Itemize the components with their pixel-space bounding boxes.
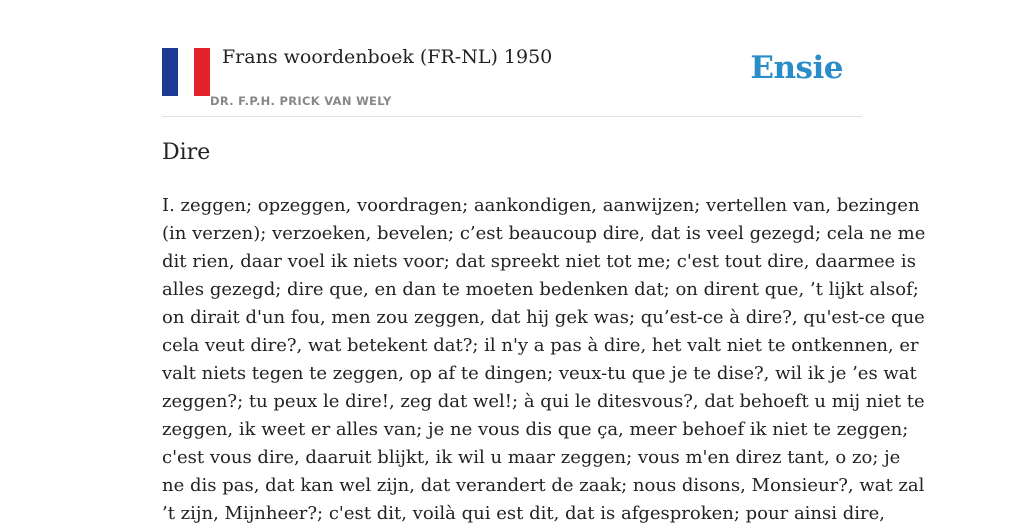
entry-definition	[162, 192, 926, 528]
definition-line: ne dis pas, dat kan wel zijn, dat verandert de zaak; nous disons, Monsieur?, wat zal	[162, 475, 925, 496]
definition-line: c'est vous dire, daaruit blijkt, ik wil u maar zeggen; vous m'en direz tant, o zo; je	[162, 447, 901, 468]
definition-line: on dirait d'un fou, men zou zeggen, dat hij gek was; qu’est-ce à dire?, qu'est-ce que	[162, 307, 925, 328]
french-flag-icon	[162, 48, 210, 96]
ensie-logo[interactable]: Ensie	[750, 50, 843, 86]
definition-line: cela veut dire?, wat betekent dat?; il n'y a pas à dire, het valt niet te ontkennen, er	[162, 335, 919, 356]
dictionary-author[interactable]: DR. F.P.H. PRICK VAN WELY	[210, 94, 392, 108]
definition-line: zeggen, ik weet er alles van; je ne vous dis que ça, meer behoef ik niet te zeggen;	[162, 419, 909, 440]
definition-line: zeggen?; tu peux le dire!, zeg dat wel!; à qui le ditesvous?, dat behoeft u mij niet te	[162, 391, 925, 412]
entry-headword: Dire	[162, 140, 211, 165]
definition-line: alles gezegd; dire que, en dan te moeten bedenken dat; on dirent que, ’t lijkt alsof;	[162, 279, 919, 300]
dictionary-header	[162, 44, 862, 117]
definition-line: valt niets tegen te zeggen, op af te dingen; veux-tu que je te dise?, wil ik je ’es wat	[162, 363, 917, 384]
definition-line: dit rien, daar voel ik niets voor; dat spreekt niet tot me; c'est tout dire, daarmee is	[162, 251, 916, 272]
definition-line: ’t zijn, Mijnheer?; c'est dit, voilà qui est dit, dat is afgesproken; pour ainsi dire,	[162, 503, 885, 524]
definition-line: (in verzen); verzoeken, bevelen; c’est beaucoup dire, dat is veel gezegd; cela ne me	[162, 223, 926, 244]
definition-line: I. zeggen; opzeggen, voordragen; aankondigen, aanwijzen; vertellen van, bezingen	[162, 195, 920, 216]
dictionary-title[interactable]: Frans woordenboek (FR-NL) 1950	[222, 46, 553, 68]
